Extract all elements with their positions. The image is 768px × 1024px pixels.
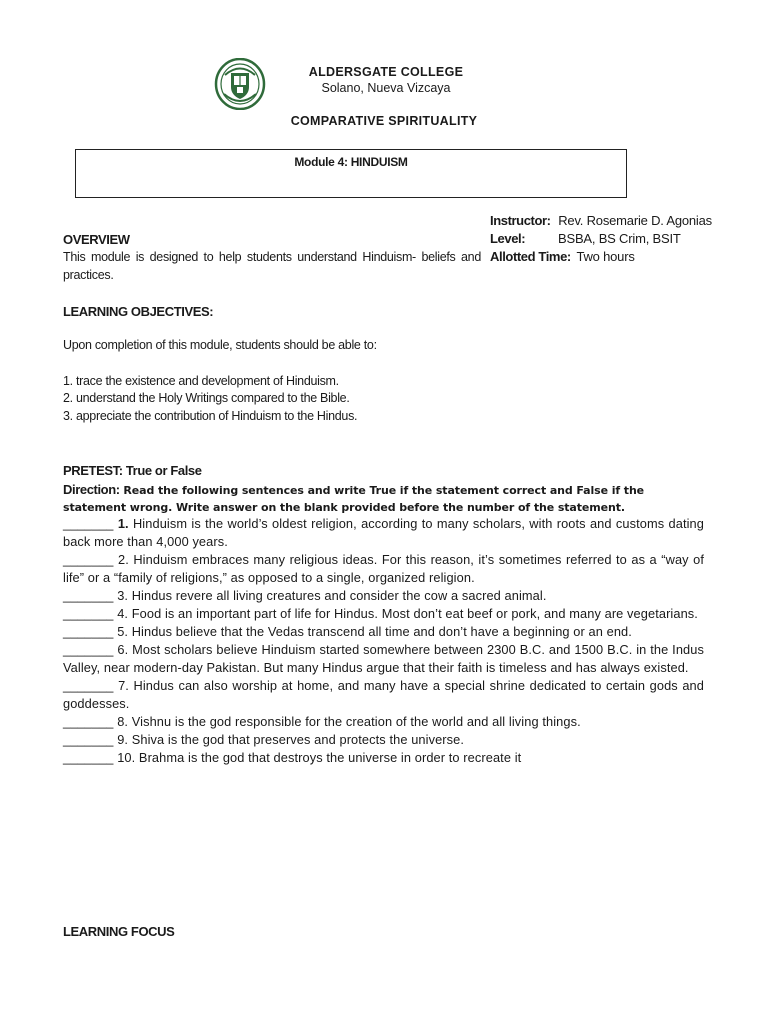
pretest-heading: PRETEST: True or False	[63, 463, 202, 478]
item-number: 9.	[117, 732, 129, 747]
pretest-item-7	[63, 677, 704, 713]
answer-blank[interactable]: _______	[63, 606, 118, 621]
pretest-item-2	[63, 551, 704, 587]
answer-blank[interactable]: _______	[63, 516, 118, 531]
instructor-row	[490, 213, 712, 228]
college-seal-icon	[214, 58, 266, 110]
item-number: 6.	[117, 642, 129, 657]
item-text: Hinduism embraces many religious ideas. For this reason, it’s sometimes referred to as a “way of life” or a “family of religions,” as opposed to a single, organized religion.	[63, 552, 704, 585]
item-text: Most scholars believe Hinduism started somewhere between 2300 B.C. and 1500 B.C. in the Indus Valley, near modern-day Pakistan. But many Hindus argue that their faith is timeless and has always existed.	[63, 642, 704, 675]
level-value: BSBA, BS Crim, BSIT	[558, 231, 681, 246]
item-text: Food is an important part of life for Hindus. Most don’t eat beef or pork, and many are vegetarians.	[128, 606, 698, 621]
item-text: Hinduism is the world’s oldest religion, according to many scholars, with roots and customs dating back more than 4,000 years.	[63, 516, 704, 549]
answer-blank[interactable]: _______	[63, 552, 118, 567]
module-title: Module 4: HINDUISM	[294, 155, 408, 169]
item-number: 5.	[117, 624, 129, 639]
pretest-item-5	[63, 623, 704, 641]
item-text: Hindus can also worship at home, and many have a special shrine dedicated to certain gods and goddesses.	[63, 678, 704, 711]
item-number: 4.	[117, 606, 129, 621]
allotted-time-value: Two hours	[576, 249, 635, 264]
overview-heading: OVERVIEW	[63, 232, 130, 247]
pretest-items	[63, 515, 704, 767]
instructor-label: Instructor:	[490, 213, 551, 228]
item-number: 10.	[117, 750, 136, 765]
objective-item: 1. trace the existence and development of Hinduism.	[63, 374, 339, 388]
pretest-item-10	[63, 749, 704, 767]
objectives-intro: Upon completion of this module, students should be able to:	[63, 338, 377, 352]
instructor-value: Rev. Rosemarie D. Agonias	[558, 213, 712, 228]
answer-blank[interactable]: _______	[63, 678, 119, 693]
level-label: Level:	[490, 231, 526, 246]
overview-text: This module is designed to help students understand Hinduism- beliefs and practices.	[63, 250, 481, 282]
college-location: Solano, Nueva Vizcaya	[321, 81, 451, 95]
level-row	[490, 231, 681, 246]
item-text: Hindus revere all living creatures and consider the cow a sacred animal.	[128, 588, 547, 603]
answer-blank[interactable]: _______	[63, 732, 118, 747]
item-number: 7.	[118, 678, 129, 693]
pretest-item-4	[63, 605, 704, 623]
objective-item: 3. appreciate the contribution of Hinduism to the Hindus.	[63, 409, 358, 423]
direction-label: Direction:	[63, 482, 120, 497]
item-number: 1.	[117, 516, 129, 531]
course-title: COMPARATIVE SPIRITUALITY	[290, 114, 478, 128]
item-text: Shiva is the god that preserves and protects the universe.	[128, 732, 465, 747]
item-number: 3.	[117, 588, 129, 603]
answer-blank[interactable]: _______	[63, 642, 118, 657]
answer-blank[interactable]: _______	[63, 750, 118, 765]
item-number: 2.	[118, 552, 129, 567]
learning-focus-heading: LEARNING FOCUS	[63, 924, 175, 939]
pretest-direction	[63, 481, 707, 516]
pretest-item-1	[63, 515, 704, 551]
objectives-heading: LEARNING OBJECTIVES:	[63, 304, 214, 319]
item-text: Hindus believe that the Vedas transcend all time and don’t have a beginning or an end.	[128, 624, 632, 639]
pretest-item-9	[63, 731, 704, 749]
answer-blank[interactable]: _______	[63, 714, 118, 729]
answer-blank[interactable]: _______	[63, 624, 118, 639]
item-text: Vishnu is the god responsible for the creation of the world and all living things.	[128, 714, 581, 729]
allotted-time-row	[490, 249, 635, 264]
item-text: Brahma is the god that destroys the universe in order to recreate it	[135, 750, 522, 765]
college-name: ALDERSGATE COLLEGE	[308, 65, 464, 79]
pretest-item-3	[63, 587, 704, 605]
objective-item: 2. understand the Holy Writings compared to the Bible.	[63, 391, 350, 405]
pretest-item-6	[63, 641, 704, 677]
direction-text: Read the following sentences and write True if the statement correct and False if the statement wrong. Write answer on the blank provided before the number of the statement.	[63, 484, 645, 514]
item-number: 8.	[117, 714, 129, 729]
answer-blank[interactable]: _______	[63, 588, 118, 603]
pretest-item-8	[63, 713, 704, 731]
allotted-time-label: Allotted Time:	[490, 249, 571, 264]
